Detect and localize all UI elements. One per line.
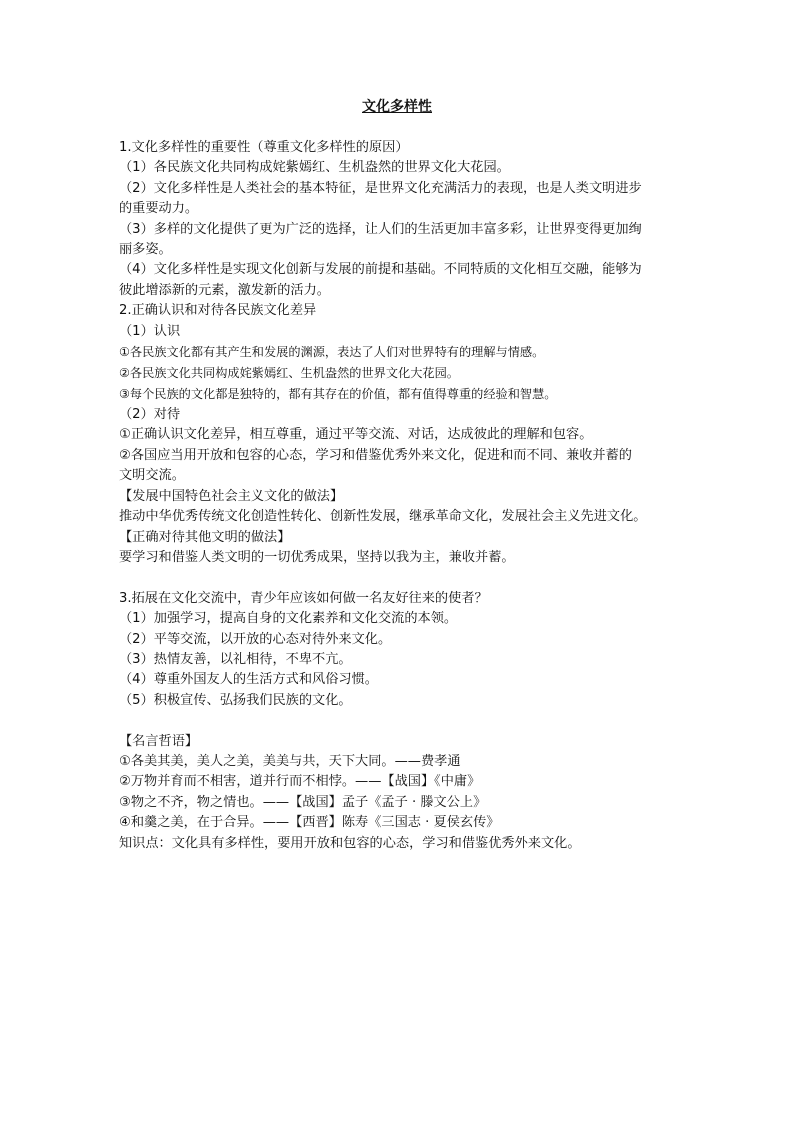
text-line: 的重要动力。 (119, 201, 199, 217)
text-line: （2）对待 (119, 407, 181, 423)
text-line: （4）尊重外国友人的生活方式和风俗习惯。 (119, 672, 378, 688)
text-line: 2.正确认识和对待各民族文化差异 (119, 303, 317, 319)
text-line: （1）加强学习，提高自身的文化素养和文化交流的本领。 (119, 611, 458, 627)
text-line: （2）文化多样性是人类社会的基本特征，是世界文化充满活力的表现，也是人类文明进步 (119, 180, 642, 196)
page-title: 文化多样性 (362, 99, 432, 115)
text-line: 要学习和借鉴人类文明的一切优秀成果，坚持以我为主，兼收并蓄。 (119, 549, 515, 565)
text-line: 1.文化多样性的重要性（尊重文化多样性的原因） (119, 140, 409, 155)
text-line: ②万物并育而不相害，道并行而不相悖。——【战国】《中庸》 (119, 774, 481, 790)
text-line: （3）热情友善，以礼相待，不卑不亢。 (119, 651, 352, 667)
text-line: 3.拓展在文化交流中，青少年应该如何做一名友好往来的使者？ (119, 590, 488, 606)
text-line: 彼此增添新的元素，激发新的活力。 (119, 282, 330, 298)
text-line: 丽多姿。 (119, 242, 172, 258)
text-line: 【正确对待其他文明的做法】 (119, 529, 291, 545)
text-line: ①正确认识文化差异，相互尊重，通过平等交流、对话，达成彼此的理解和包容。 (119, 427, 593, 443)
text-line: ②各国应当用开放和包容的心态，学习和借鉴优秀外来文化，促进和而不同、兼收并蓄的 (119, 447, 632, 463)
text-line: ②各民族文化共同构成姹紫嫣红、生机盎然的世界文化大花园。 (119, 366, 459, 381)
text-line: ①各民族文化都有其产生和发展的渊源，表达了人们对世界特有的理解与情感。 (119, 345, 545, 360)
text-line: 文明交流。 (119, 468, 185, 484)
text-line: 知识点：文化具有多样性，要用开放和包容的心态，学习和借鉴优秀外来文化。 (119, 835, 581, 851)
blank-line (119, 711, 689, 731)
text-line: （4）文化多样性是实现文化创新与发展的前提和基础。不同特质的文化相互交融，能够为 (119, 262, 642, 278)
text-line: ①各美其美，美人之美，美美与共，天下大同。——费孝通 (119, 753, 461, 769)
text-line: （1）各民族文化共同构成姹紫嫣红、生机盎然的世界文化大花园。 (119, 160, 510, 176)
text-line: ③每个民族的文化都是独特的，都有其存在的价值，都有值得尊重的经验和智慧。 (119, 387, 557, 402)
document-body (119, 138, 689, 854)
text-line: ③物之不齐，物之情也。——【战国】孟子《孟子 · 滕文公上》 (119, 794, 487, 810)
text-line: （3）多样的文化提供了更为广泛的选择，让人们的生活更加丰富多彩，让世界变得更加绚 (119, 221, 642, 237)
text-line: 【发展中国特色社会主义文化的做法】 (119, 488, 344, 504)
text-line: （2）平等交流，以开放的心态对待外来文化。 (119, 631, 392, 647)
text-line: 【名言哲语】 (119, 733, 199, 749)
blank-line (119, 568, 689, 588)
text-line: （5）积极宣传、弘扬我们民族的文化。 (119, 692, 352, 708)
text-line: 推动中华优秀传统文化创造性转化、创新性发展，继承革命文化，发展社会主义先进文化。 (119, 509, 647, 525)
text-line: （1）认识 (119, 323, 181, 339)
text-line: ④和羹之美，在于合异。——【西晋】陈寿《三国志 · 夏侯玄传》 (119, 815, 500, 831)
